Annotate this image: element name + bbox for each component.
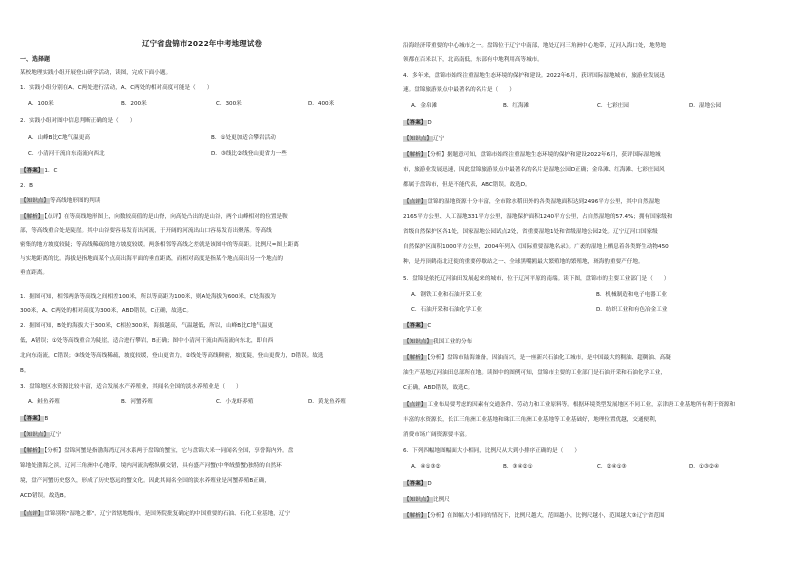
q2-option-b: B．①处更加适合攀岩活动 — [211, 135, 276, 141]
comment-5-line-1: 【点评】工业布局要考虑的因素有交通条件、劳动力和工业原料等。根据环境类型发展地区不同工业，京津唐工业基地所有利于资源和 — [404, 402, 736, 408]
question-5-stem: 5．盘锦是依托辽河油田发展起来的城市，位于辽河平原的南端。读下图，盘锦市的主要工业部门是（ ） — [403, 276, 670, 282]
explanation-line-2: 300米，A、C两处的相对高度为300米，ABD错误，C正确，故选C。 — [20, 308, 192, 314]
knowledge-point-5: 【知识点】我国工业的分布 — [404, 339, 473, 345]
answer-5: 【答案】C — [404, 323, 432, 329]
answer-2: 2．B — [20, 183, 33, 189]
q5-option-b: B．机械制造和电子电器工业 — [596, 292, 667, 298]
answer-6: 【答案】D — [404, 481, 432, 487]
analysis-5-line-1: 【解析】【分析】盘锦市陆海兼备，因油而兴，是一座新兴石油化工城市，是中国最大的稠油、超稠油、高凝 — [404, 355, 671, 361]
q4-option-c: C．七彩庄园 — [597, 103, 629, 109]
analysis-5-line-3: C正确，ABD错误，故选C。 — [403, 385, 474, 391]
q3-option-b: B．河蟹养殖 — [121, 399, 153, 405]
comment-4-line-5: 种，是丹顶鹤南北迁徙的重要停歇站之一、全球黑嘴鸥最大繁殖地的繁殖地，斑海豹重要产仔地。 — [403, 259, 644, 265]
analysis-1-line-5: 垂直距离。 — [20, 270, 48, 276]
comment-4-line-1: 【点评】盘锦的湿地资源十分丰富，全市除水稻田外的各类湿地面积达到2496平方公里，其中自然湿地 — [404, 199, 660, 205]
question-6-stem: 6．下列四幅地图幅面大小相同，比例尺从大到小排序正确的是（ ） — [403, 448, 580, 454]
q4-option-b: B．红海滩 — [503, 103, 530, 109]
explanation-line-1: 1．据图可知，相邻两条等高线之间相差100米，所以等高距为100米，则A处海拔为600米，C处海拔为 — [20, 294, 276, 300]
question-1-stem: 1．实践小组分别在A、C两处进行活动，A、C两处的相对高度可能是（ ） — [20, 85, 213, 91]
knowledge-point-1: 【知识点】等高线地形图的判读 — [21, 198, 101, 204]
document-title: 辽宁省盘锦市2022年中考地理试卷 — [142, 39, 263, 48]
comment-5-line-2: 丰富的水资源长，长江三角洲工业基地和珠江三角洲工业基地等工业基础好，地理位置优越，交通便利， — [403, 417, 661, 423]
answer-4: 【答案】D — [404, 120, 432, 126]
q6-option-b: B．③④②① — [503, 464, 533, 470]
q2-option-d: D．③线比②线登山更省力一些 — [211, 151, 287, 157]
question-4-stem-2: 速。盘锦旅游景点中最著名的名片是（ ） — [403, 87, 515, 93]
question-3-stem: 3．盘锦地区水资源比较丰富，适合发展水产养殖业，其闻名全国的淡水养殖业是（ ） — [20, 384, 242, 390]
analysis-4-line-1: 【解析】【分析】据题意可知，盘锦市始终注重湿地生态环境的保护和建设2022年6月，获评国际湿地城 — [404, 152, 661, 158]
q1-option-d: D．400米 — [308, 101, 335, 107]
explanation-line-5: 北向东南流，C错误；③线处等高线稀疏，坡度较缓，登山更省力，②线处等高线稠密，坡度陡，登山更费力，D错误。故选 — [20, 353, 324, 359]
comment-3-line-1: 【点评】盘锦别称"湿地之都"，辽宁省辖地级市，是国务院批复确定的中国重要的石油、石化工业基地，辽宁 — [21, 511, 291, 517]
q3-option-d: D．黄龙鱼养殖 — [308, 399, 346, 405]
section-title: 一、选择题 — [20, 56, 51, 63]
q6-option-d: D．①③②④ — [689, 464, 719, 470]
continuation-line-2: 领都在百米以下，北高南低，东部有中地利用高等城市。 — [403, 57, 543, 63]
analysis-5-line-2: 油生产基地辽河油田总部所在地。读图中的图例可知，盘锦市主要的工业部门是石油开采和石油化学工业， — [403, 370, 666, 376]
q3-option-a: A．鲑鱼养殖 — [28, 399, 60, 405]
q1-option-c: C．300米 — [216, 101, 242, 107]
q5-option-c: C．石油开采和石油化学工业 — [411, 307, 483, 313]
analysis-3-line-3: 境，盘产河蟹历史悠久，形成了历史悠远的蟹文化。因此其闻名全国的淡水养殖业是河蟹养殖B正确， — [20, 478, 270, 484]
continuation-line-1: 沿海经济带重要的中心城市之一。盘锦位于辽宁中南部，地处辽河三角洲中心地带，辽河入海口处，地势地 — [403, 43, 666, 49]
analysis-1-line-4: 与实地距离的比。海拔是指地面某个点高出海平面的垂直距离，而相对高度是指某个地点高出另一个地点的 — [20, 256, 283, 262]
answer-tag: 【答案】 — [21, 168, 44, 174]
q1-option-a: A．100米 — [28, 101, 54, 107]
q4-option-d: D．湿地公园 — [689, 103, 722, 109]
explanation-line-3: 2．据图可知，B处的海拔大于300米，C相拉300米，海拔越高，气温越低，所以，山峰B比C地气温更 — [20, 323, 273, 329]
analysis-3-line-1: 【解析】【分析】盘锦河蟹是指渤海湾辽河水系两于盘锦的蟹宝，它与盘锦大米一同闻名全国，享誉海内外。盘 — [21, 448, 294, 454]
knowledge-point-3: 【知识点】辽宁 — [21, 432, 62, 438]
q4-option-a: A．金帛滩 — [411, 103, 438, 109]
comment-4-line-4: 自然保护区面积1000平方公里，2004年列入《国际重要湿地名录》。广袤的湿地上栖息着各类野生动物450 — [403, 244, 669, 250]
knowledge-point-4: 【知识点】辽宁 — [404, 136, 445, 142]
q2-option-a: A．山峰B比C地气温更高 — [28, 135, 90, 141]
q1-option-b: B．200米 — [121, 101, 147, 107]
analysis-3-line-2: 锦地处渤海之滨，辽河三角洲中心地带，境内河流沟壑纵横交错，具有盛产河蟹(中华绒螯蟹)独特的自然环 — [20, 463, 282, 469]
analysis-1-line-1: 【解析】【点评】在等高线地形图上，向数较高值的是山脊，向高处凸出的是山谷，两个山峰相对的位置是鞍 — [21, 214, 288, 220]
question-4-stem: 4．多年来，盘锦市始终注重湿地生态环境的保护和建设。2022年6月，获评国际湿地城市，旅游业发展迅 — [403, 73, 665, 79]
analysis-1-line-3: 密集的地方坡度较陡；等高线稀疏的地方坡度较缓。两条相邻等高线之差就是该图中的等高距。比例尺=图上距离 — [20, 242, 299, 248]
analysis-4-line-3: 都属于盘锦市，但是不能代表，ABC错误。故选D。 — [403, 182, 531, 188]
q3-option-c: C．小龙虾养殖 — [216, 399, 254, 405]
analysis-1-line-2: 部，等高线重合处是陡崖。其中山谷要容易发育出河流，于开阔的河流出山口容易发育出聚落。等高线 — [20, 228, 272, 234]
explanation-line-6: B。 — [20, 368, 30, 374]
comment-4-line-3: 省级自然保护区各1处，国家湿地公园试点2处，省重要湿地1处和省级湿地公园2处。辽宁辽河口国家级 — [403, 229, 658, 235]
analysis-4-line-2: 市，旅游业发展迅速，因此盘锦旅游景点中最著名的名片是湿地公园D正确；金帛滩、红海滩、七彩庄园风 — [403, 167, 665, 173]
intro-text: 某校地理实践小组开展登山研学活动，读图，完成下面小题。 — [20, 70, 172, 76]
analysis-3-line-4: ACD错误。故选B。 — [20, 493, 70, 499]
answer-3: 【答案】B — [21, 416, 49, 422]
explanation-line-4: 低，A错误；①处等高线重合为陡崖，适合进行攀岩，B正确；图中小清河干流由西南流向东北，即自西 — [20, 338, 274, 344]
comment-4-line-2: 2165平方公里、人工湿地331平方公里，湿地保护面积1240平方公里，占自然湿地的57.4%；拥有国家级和 — [403, 214, 673, 220]
q5-option-a: A．钢铁工业和石油开采工业 — [411, 292, 482, 298]
comment-5-line-3: 消费市场广阔资源要丰富。 — [403, 432, 471, 438]
knowledge-point-6: 【知识点】比例尺 — [404, 497, 450, 503]
analysis-6-line-1: 【解析】【分析】在图幅大小相同的情况下，比例尺越大，范围越小，比例尺越小，范围越大③辽宁省范围 — [404, 513, 665, 519]
question-2-stem: 2．实践小组对图中信息判断正确的是（ ） — [20, 118, 136, 124]
q6-option-c: C．②④①③ — [597, 464, 627, 470]
q2-option-c: C．小清河干流自东南流向西北 — [28, 151, 105, 157]
q5-option-d: D．纺织工业和有色冶金工业 — [596, 307, 668, 313]
q6-option-a: A．④①③② — [411, 464, 441, 470]
answer-1: 【答案】1．C — [21, 168, 58, 174]
